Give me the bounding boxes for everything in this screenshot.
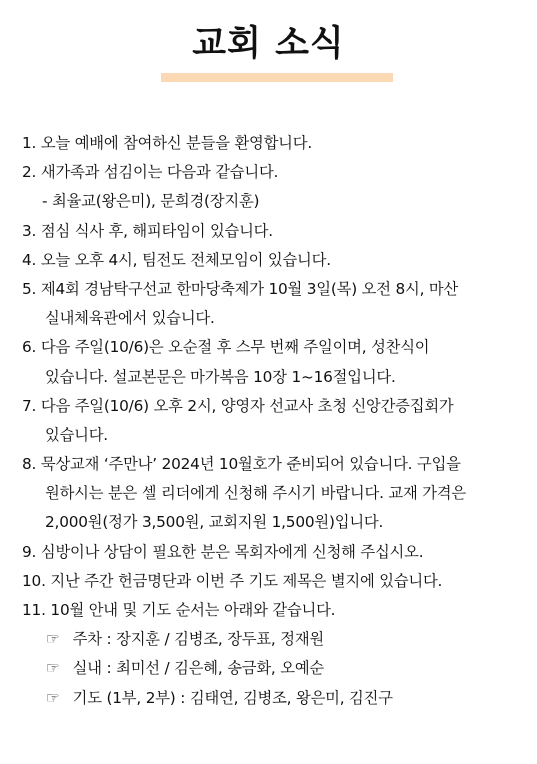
item-number: 8. <box>22 455 37 474</box>
assignment-separator: : <box>106 630 112 649</box>
item-number: 2. <box>22 163 37 182</box>
item-sub-line <box>22 187 532 216</box>
announcement-item <box>22 596 532 625</box>
item-text: 다음 주일(10/6) 오후 2시, 양영자 선교사 초청 신앙간증집회가 <box>40 396 454 415</box>
announcement-item <box>22 392 532 421</box>
announcement-item <box>22 129 532 158</box>
announcement-item <box>22 450 532 479</box>
announcement-item <box>22 538 532 567</box>
page-title: 교회 소식 <box>192 24 345 64</box>
item-continuation: 2,000원(정가 3,500원, 교회지원 1,500원)입니다. <box>45 513 384 532</box>
item-number: 5. <box>22 279 37 298</box>
item-continuation: 있습니다. <box>45 425 108 444</box>
assignment-names: 김태연, 김병조, 왕은미, 김진구 <box>189 688 393 707</box>
item-text: 오늘 오후 4시, 팀전도 전체모임이 있습니다. <box>40 250 331 269</box>
newcomer-names: - 최율교(왕은미), 문희경(장지훈) <box>42 192 260 211</box>
assignment-row <box>22 654 532 683</box>
assignment-row <box>22 625 532 654</box>
assignment-label: 기도 (1부, 2부) <box>72 688 176 707</box>
assignment-names: 최미선 / 김은혜, 송금화, 오예순 <box>116 659 324 678</box>
item-number: 6. <box>22 338 37 357</box>
announcement-item <box>22 246 532 275</box>
announcement-list <box>22 129 532 713</box>
announcement-item <box>22 158 532 187</box>
item-text: 점심 식사 후, 해피타임이 있습니다. <box>40 221 273 240</box>
item-number: 11. <box>22 601 46 619</box>
item-number: 3. <box>22 221 37 240</box>
pointing-hand-icon: ☞ <box>46 659 60 678</box>
announcement-item <box>22 217 532 246</box>
item-number: 9. <box>22 542 37 561</box>
assignment-label: 실내 <box>72 659 102 678</box>
assignment-separator: : <box>180 688 186 707</box>
item-text: 다음 주일(10/6)은 오순절 후 스무 번째 주일이며, 성찬식이 <box>40 338 430 357</box>
assignment-label: 주차 <box>72 630 102 649</box>
item-number: 7. <box>22 396 37 415</box>
item-text: 10월 안내 및 기도 순서는 아래와 같습니다. <box>50 601 336 619</box>
item-text: 심방이나 상담이 필요한 분은 목회자에게 신청해 주십시오. <box>40 542 424 561</box>
item-number: 10. <box>22 571 46 590</box>
announcement-item <box>22 567 532 596</box>
title-underline-bar <box>161 73 393 82</box>
item-text: 묵상교재 ‘주만나’ 2024년 10월호가 준비되어 있습니다. 구입을 <box>40 455 461 474</box>
announcement-item <box>22 275 532 304</box>
item-text: 새가족과 섬김이는 다음과 같습니다. <box>40 163 279 182</box>
item-continuation: 원하시는 분은 셀 리더에게 신청해 주시기 바랍니다. 교재 가격은 <box>45 484 466 503</box>
item-text: 제4회 경남탁구선교 한마당축제가 10월 3일(목) 오전 8시, 마산 <box>40 279 459 298</box>
pointing-hand-icon: ☞ <box>46 688 60 707</box>
assignment-names: 장지훈 / 김병조, 장두표, 정재원 <box>116 630 324 649</box>
item-text: 오늘 예배에 참여하신 분들을 환영합니다. <box>40 134 312 152</box>
item-number: 1. <box>22 134 37 152</box>
item-number: 4. <box>22 250 37 269</box>
announcement-item <box>22 333 532 362</box>
assignment-separator: : <box>106 659 112 678</box>
item-continuation: 있습니다. 설교본문은 마가복음 10장 1~16절입니다. <box>45 367 396 386</box>
item-text: 지난 주간 헌금명단과 이번 주 기도 제목은 별지에 있습니다. <box>50 571 443 590</box>
pointing-hand-icon: ☞ <box>46 630 60 649</box>
item-continuation: 실내체육관에서 있습니다. <box>45 309 215 328</box>
assignment-row <box>22 684 532 713</box>
title-underline-rect <box>161 73 393 82</box>
